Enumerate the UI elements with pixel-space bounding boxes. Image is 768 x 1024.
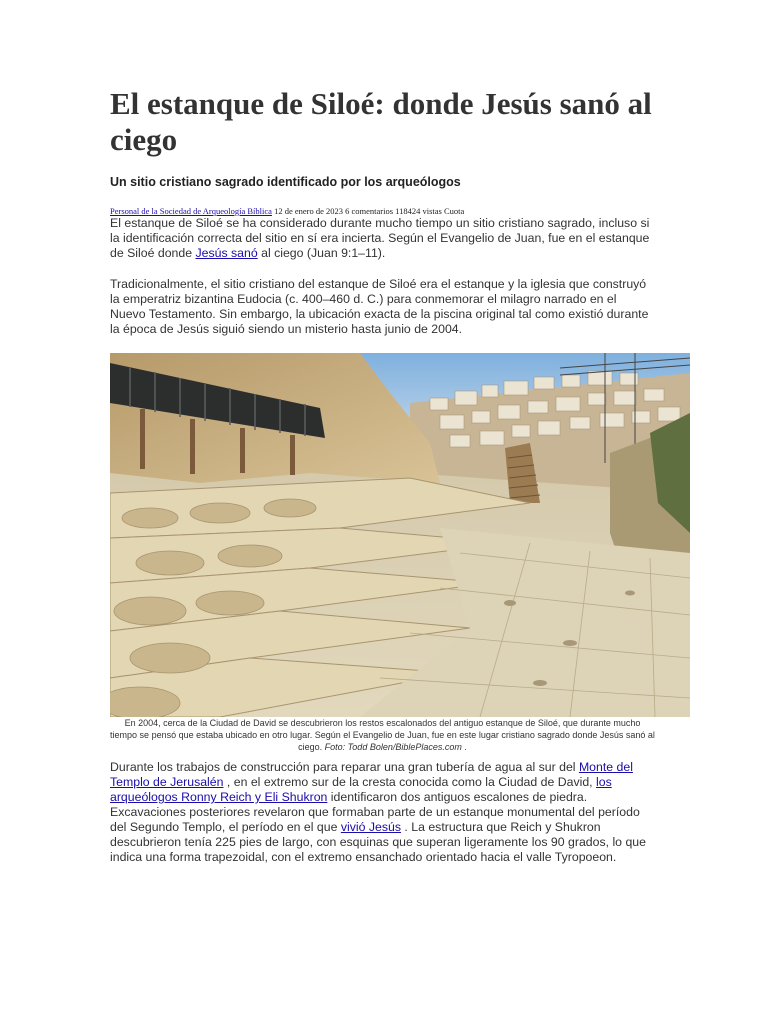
page-title: El estanque de Siloé: donde Jesús sanó al ciego bbox=[110, 86, 652, 157]
photo-caption bbox=[110, 717, 655, 753]
temple-mount-link[interactable]: Monte del Templo de Jerusalén bbox=[110, 760, 633, 789]
pool-photo-illustration bbox=[110, 353, 690, 717]
article-meta-details: 12 de enero de 2023 6 comentarios 118424 vistas Cuota bbox=[271, 206, 465, 216]
archaeologists-link[interactable]: los arqueólogos Ronny Reich y Eli Shukron bbox=[110, 775, 612, 804]
paragraph-discovery bbox=[110, 760, 655, 865]
author-link[interactable]: Personal de la Sociedad de Arqueología Bíblica bbox=[110, 206, 272, 216]
jesus-lived-link[interactable]: vivió Jesús bbox=[340, 820, 401, 834]
paragraph-tradition: Tradicionalmente, el sitio cristiano del estanque de Siloé era el estanque y la iglesia que construyó la emperatriz bizantina Eudocia (c. 400–460 d. C.) para conmemorar el milagro narrado en el Nuevo Testamento. Sin embargo, la ubicación exacta de la piscina original tal como existió durante la época de Jesús siguió siendo un misterio hasta junio de 2004. bbox=[110, 277, 649, 336]
article-meta bbox=[110, 206, 464, 216]
paragraph-text: . La estructura que Reich y Shukron descubrieron tenía 225 pies de largo, con esquinas que superan ligeramente los 90 grados, lo que indica una forma trapezoidal, con el extremo ensanchado orientado hacia el valle Tyropoeon. bbox=[110, 820, 646, 864]
jesus-healed-link[interactable]: Jesús sanó bbox=[195, 246, 258, 260]
article-subtitle: Un sitio cristiano sagrado identificado por los arqueólogos bbox=[110, 175, 461, 189]
paragraph-text: identificaron dos antiguos escalones de piedra. Excavaciones posteriores revelaron que formaban parte de un estanque monumental del período del Segundo Templo, el período en el que bbox=[110, 790, 640, 834]
caption-end: . bbox=[461, 742, 467, 752]
paragraph-text: , en el extremo sur de la cresta conocida como la Ciudad de David, bbox=[223, 775, 596, 789]
paragraph-text: El estanque de Siloé se ha considerado durante mucho tiempo un sitio cristiano sagrado, incluso si la identificación correcta del sitio en sí era incierta. Según el Evangelio de Juan, fue en el estanque de Siloé donde bbox=[110, 216, 650, 260]
paragraph-text: Durante los trabajos de construcción para reparar una gran tubería de agua al sur del bbox=[110, 760, 579, 774]
paragraph-text: al ciego (Juan 9:1–11). bbox=[257, 246, 386, 260]
pool-photo bbox=[110, 353, 690, 717]
photo-credit: Foto: Todd Bolen/BiblePlaces.com bbox=[324, 742, 462, 752]
paragraph-intro bbox=[110, 216, 655, 261]
caption-text: En 2004, cerca de la Ciudad de David se descubrieron los restos escalonados del antiguo estanque de Siloé, que durante mucho tiempo se pensó que estaba ubicado en otro lugar. Según el Evangelio de Juan, fue en este lugar cristiano sagrado donde Jesús sanó al ciego. bbox=[110, 718, 655, 752]
